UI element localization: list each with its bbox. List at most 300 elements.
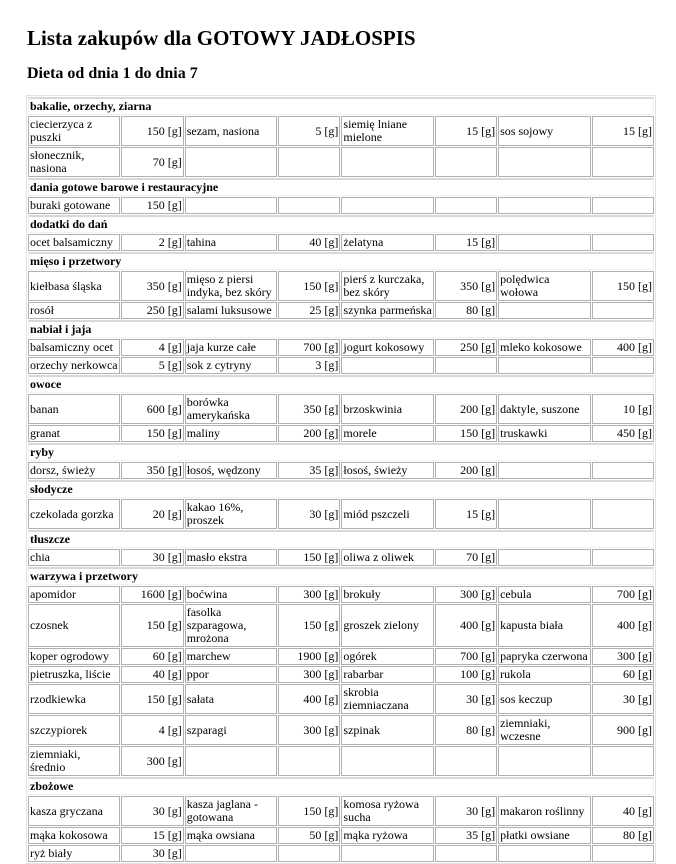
shopping-list-table — [26, 95, 656, 864]
item-quantity — [121, 715, 183, 745]
empty-cell — [341, 357, 433, 374]
quantity-unit: [g] — [167, 154, 182, 169]
quantity-value: 600 — [146, 401, 165, 416]
empty-cell — [278, 845, 340, 862]
item-name: groszek zielony — [341, 604, 433, 647]
item-name: słonecznik, nasiona — [28, 147, 120, 177]
empty-cell — [341, 197, 433, 214]
item-quantity — [121, 586, 183, 603]
item-name: rosół — [28, 302, 120, 319]
quantity-value: 20 — [152, 506, 165, 521]
item-name: skrobia ziemniaczana — [341, 684, 433, 714]
quantity-value: 30 — [466, 691, 479, 706]
quantity-value: 400 — [617, 618, 635, 632]
item-name: mąka owsiana — [185, 827, 277, 844]
item-name: sos keczup — [498, 684, 590, 714]
item-name: mięso z piersi indyka, bez skóry — [185, 271, 277, 301]
quantity-value: 250 — [146, 303, 165, 317]
empty-cell — [498, 549, 590, 566]
quantity-value: 30 — [152, 550, 165, 564]
item-quantity — [121, 648, 183, 665]
category-row — [28, 530, 654, 548]
quantity-unit: [g] — [481, 303, 496, 317]
item-quantity — [121, 394, 183, 424]
quantity-unit: [g] — [324, 401, 339, 416]
item-name: masło ekstra — [185, 549, 277, 566]
empty-cell — [592, 234, 654, 251]
quantity-unit: [g] — [481, 123, 496, 138]
category-name: mięso i przetwory — [28, 252, 654, 270]
item-name: borówka amerykańska — [185, 394, 277, 424]
item-name: maliny — [185, 425, 277, 442]
table-row — [28, 271, 654, 301]
table-row — [28, 715, 654, 745]
quantity-value: 70 — [466, 550, 479, 564]
item-quantity — [121, 604, 183, 647]
item-name: dorsz, świeży — [28, 462, 120, 479]
item-name: papryka czerwona — [498, 648, 590, 665]
quantity-unit: [g] — [167, 123, 182, 138]
table-row — [28, 666, 654, 683]
item-quantity — [435, 462, 497, 479]
item-quantity — [121, 357, 183, 374]
category-row — [28, 777, 654, 795]
quantity-value: 30 — [466, 803, 479, 818]
quantity-value: 700 — [460, 649, 479, 663]
quantity-unit: [g] — [167, 587, 182, 601]
item-name: szpinak — [341, 715, 433, 745]
item-quantity — [121, 339, 183, 356]
category-name: ryby — [28, 443, 654, 461]
quantity-unit: [g] — [481, 803, 496, 818]
item-quantity — [121, 499, 183, 529]
quantity-value: 10 — [623, 401, 635, 416]
quantity-value: 450 — [617, 426, 635, 440]
table-row — [28, 746, 654, 776]
quantity-unit: [g] — [638, 691, 652, 706]
table-row — [28, 684, 654, 714]
item-quantity — [278, 425, 340, 442]
quantity-value: 400 — [460, 618, 479, 632]
category-name: dodatki do dań — [28, 215, 654, 233]
quantity-value: 200 — [460, 401, 479, 416]
table-row — [28, 116, 654, 146]
quantity-unit: [g] — [167, 649, 182, 663]
quantity-value: 700 — [617, 587, 635, 601]
empty-cell — [435, 147, 497, 177]
item-name: rabarbar — [341, 666, 433, 683]
quantity-value: 4 — [158, 340, 165, 354]
quantity-value: 300 — [303, 667, 322, 681]
quantity-value: 350 — [303, 401, 322, 416]
category-name: dania gotowe barowe i restauracyjne — [28, 178, 654, 196]
empty-cell — [185, 147, 277, 177]
item-name: morele — [341, 425, 433, 442]
category-row — [28, 567, 654, 585]
item-name: żelatyna — [341, 234, 433, 251]
category-name: owoce — [28, 375, 654, 393]
category-row — [28, 252, 654, 270]
quantity-unit: [g] — [481, 426, 496, 440]
item-name: miód pszczeli — [341, 499, 433, 529]
item-quantity — [435, 394, 497, 424]
quantity-unit: [g] — [167, 278, 182, 293]
table-row — [28, 234, 654, 251]
table-row — [28, 357, 654, 374]
item-name: mleko kokosowe — [498, 339, 590, 356]
quantity-value: 15 — [152, 828, 165, 842]
table-row — [28, 147, 654, 177]
item-quantity — [121, 234, 183, 251]
quantity-value: 150 — [146, 198, 165, 212]
quantity-value: 100 — [460, 667, 479, 681]
quantity-unit: [g] — [481, 463, 496, 477]
quantity-value: 150 — [146, 691, 165, 706]
quantity-value: 400 — [303, 691, 322, 706]
item-quantity — [435, 604, 497, 647]
quantity-value: 300 — [617, 649, 635, 663]
item-name: szparagi — [185, 715, 277, 745]
quantity-unit: [g] — [324, 618, 339, 632]
item-quantity — [121, 549, 183, 566]
quantity-value: 350 — [146, 278, 165, 293]
quantity-value: 150 — [303, 618, 322, 632]
quantity-value: 350 — [460, 278, 479, 293]
quantity-value: 15 — [623, 123, 635, 138]
quantity-unit: [g] — [324, 463, 339, 477]
item-name: sok z cytryny — [185, 357, 277, 374]
quantity-value: 4 — [158, 722, 165, 737]
empty-cell — [341, 147, 433, 177]
quantity-value: 3 — [315, 358, 322, 372]
item-name: makaron roślinny — [498, 796, 590, 826]
item-quantity — [121, 845, 183, 862]
item-quantity — [592, 271, 654, 301]
quantity-unit: [g] — [481, 649, 496, 663]
quantity-value: 150 — [146, 426, 165, 440]
quantity-unit: [g] — [324, 550, 339, 564]
table-row — [28, 462, 654, 479]
item-name: orzechy nerkowca — [28, 357, 120, 374]
empty-cell — [278, 746, 340, 776]
quantity-unit: [g] — [481, 235, 496, 249]
item-name: salami luksusowe — [185, 302, 277, 319]
quantity-value: 50 — [309, 828, 322, 842]
table-row — [28, 796, 654, 826]
quantity-value: 150 — [146, 618, 165, 632]
category-name: nabiał i jaja — [28, 320, 654, 338]
quantity-unit: [g] — [638, 649, 652, 663]
quantity-unit: [g] — [167, 828, 182, 842]
quantity-unit: [g] — [167, 198, 182, 212]
item-quantity — [278, 394, 340, 424]
item-quantity — [121, 796, 183, 826]
quantity-value: 150 — [303, 278, 322, 293]
item-name: chia — [28, 549, 120, 566]
item-name: koper ogrodowy — [28, 648, 120, 665]
table-row — [28, 845, 654, 862]
quantity-value: 15 — [466, 123, 479, 138]
quantity-value: 60 — [623, 667, 635, 681]
empty-cell — [592, 147, 654, 177]
quantity-unit: [g] — [167, 235, 182, 249]
item-quantity — [592, 827, 654, 844]
empty-cell — [592, 357, 654, 374]
quantity-value: 350 — [146, 463, 165, 477]
table-row — [28, 499, 654, 529]
item-name: pierś z kurczaka, bez skóry — [341, 271, 433, 301]
table-row — [28, 339, 654, 356]
item-quantity — [278, 234, 340, 251]
quantity-value: 150 — [617, 278, 635, 293]
quantity-value: 200 — [303, 426, 322, 440]
quantity-unit: [g] — [324, 803, 339, 818]
item-quantity — [278, 715, 340, 745]
quantity-unit: [g] — [324, 828, 339, 842]
quantity-unit: [g] — [481, 401, 496, 416]
quantity-unit: [g] — [167, 506, 182, 521]
item-quantity — [121, 827, 183, 844]
item-name: sos sojowy — [498, 116, 590, 146]
item-name: tahina — [185, 234, 277, 251]
quantity-value: 1900 — [297, 649, 322, 663]
category-row — [28, 443, 654, 461]
quantity-value: 5 — [158, 358, 165, 372]
category-name: bakalie, orzechy, ziarna — [28, 97, 654, 115]
item-quantity — [278, 666, 340, 683]
empty-cell — [435, 746, 497, 776]
item-quantity — [592, 425, 654, 442]
item-name: ryż biały — [28, 845, 120, 862]
item-name: oliwa z oliwek — [341, 549, 433, 566]
quantity-unit: [g] — [167, 401, 182, 416]
item-quantity — [121, 302, 183, 319]
quantity-unit: [g] — [167, 691, 182, 706]
item-quantity — [435, 796, 497, 826]
empty-cell — [435, 357, 497, 374]
item-name: komosa ryżowa sucha — [341, 796, 433, 826]
quantity-value: 35 — [466, 828, 479, 842]
quantity-unit: [g] — [167, 618, 182, 632]
item-quantity — [435, 499, 497, 529]
item-quantity — [121, 462, 183, 479]
quantity-unit: [g] — [638, 667, 652, 681]
item-quantity — [278, 271, 340, 301]
quantity-unit: [g] — [638, 722, 652, 737]
item-quantity — [435, 116, 497, 146]
quantity-unit: [g] — [324, 340, 339, 354]
quantity-unit: [g] — [481, 278, 496, 293]
quantity-unit: [g] — [324, 123, 339, 138]
quantity-unit: [g] — [638, 618, 652, 632]
quantity-value: 15 — [466, 506, 479, 521]
item-name: apomidor — [28, 586, 120, 603]
quantity-unit: [g] — [167, 358, 182, 372]
category-name: warzywa i przetwory — [28, 567, 654, 585]
item-name: buraki gotowane — [28, 197, 120, 214]
quantity-value: 150 — [460, 426, 479, 440]
quantity-unit: [g] — [324, 426, 339, 440]
quantity-unit: [g] — [638, 828, 652, 842]
quantity-unit: [g] — [638, 426, 652, 440]
quantity-unit: [g] — [324, 587, 339, 601]
empty-cell — [278, 197, 340, 214]
quantity-unit: [g] — [481, 828, 496, 842]
quantity-value: 80 — [466, 303, 479, 317]
empty-cell — [498, 357, 590, 374]
empty-cell — [592, 746, 654, 776]
item-name: marchew — [185, 648, 277, 665]
item-quantity — [121, 684, 183, 714]
item-name: polędwica wołowa — [498, 271, 590, 301]
category-row — [28, 480, 654, 498]
item-quantity — [278, 499, 340, 529]
item-name: fasolka szparagowa, mrożona — [185, 604, 277, 647]
empty-cell — [498, 234, 590, 251]
item-name: jogurt kokosowy — [341, 339, 433, 356]
quantity-unit: [g] — [167, 722, 182, 737]
quantity-value: 5 — [315, 123, 322, 138]
item-quantity — [121, 746, 183, 776]
quantity-unit: [g] — [481, 618, 496, 632]
quantity-value: 150 — [146, 123, 165, 138]
table-row — [28, 827, 654, 844]
empty-cell — [498, 462, 590, 479]
category-row — [28, 97, 654, 115]
item-quantity — [435, 339, 497, 356]
page-subtitle: Dieta od dnia 1 do dnia 7 — [27, 65, 198, 82]
empty-cell — [435, 197, 497, 214]
quantity-unit: [g] — [167, 550, 182, 564]
table-row — [28, 549, 654, 566]
item-name: pietruszka, liście — [28, 666, 120, 683]
item-name: brzoskwinia — [341, 394, 433, 424]
quantity-value: 70 — [152, 154, 165, 169]
item-name: truskawki — [498, 425, 590, 442]
quantity-value: 15 — [466, 235, 479, 249]
item-quantity — [592, 684, 654, 714]
category-row — [28, 320, 654, 338]
item-name: brokuły — [341, 586, 433, 603]
quantity-value: 30 — [309, 506, 322, 521]
item-quantity — [592, 604, 654, 647]
item-name: rzodkiewka — [28, 684, 120, 714]
quantity-value: 30 — [152, 846, 165, 860]
item-quantity — [278, 116, 340, 146]
quantity-value: 150 — [303, 550, 322, 564]
item-quantity — [278, 339, 340, 356]
quantity-unit: [g] — [638, 401, 652, 416]
table-row — [28, 586, 654, 603]
item-quantity — [435, 425, 497, 442]
table-row — [28, 604, 654, 647]
item-name: mąka ryżowa — [341, 827, 433, 844]
empty-cell — [278, 147, 340, 177]
quantity-unit: [g] — [324, 649, 339, 663]
item-quantity — [435, 827, 497, 844]
quantity-unit: [g] — [324, 303, 339, 317]
quantity-value: 40 — [309, 235, 322, 249]
item-quantity — [592, 116, 654, 146]
quantity-unit: [g] — [324, 235, 339, 249]
item-quantity — [592, 586, 654, 603]
item-quantity — [278, 827, 340, 844]
item-name: ppor — [185, 666, 277, 683]
quantity-value: 30 — [623, 691, 635, 706]
quantity-unit: [g] — [481, 722, 496, 737]
item-quantity — [592, 394, 654, 424]
item-quantity — [435, 684, 497, 714]
item-quantity — [278, 302, 340, 319]
empty-cell — [498, 147, 590, 177]
quantity-unit: [g] — [638, 278, 652, 293]
item-quantity — [592, 648, 654, 665]
quantity-unit: [g] — [167, 753, 182, 768]
empty-cell — [435, 845, 497, 862]
item-quantity — [121, 271, 183, 301]
quantity-unit: [g] — [481, 506, 496, 521]
item-name: łosoś, wędzony — [185, 462, 277, 479]
quantity-unit: [g] — [481, 587, 496, 601]
quantity-unit: [g] — [167, 340, 182, 354]
quantity-unit: [g] — [638, 587, 652, 601]
quantity-unit: [g] — [481, 691, 496, 706]
quantity-value: 30 — [152, 803, 165, 818]
empty-cell — [592, 462, 654, 479]
category-name: zbożowe — [28, 777, 654, 795]
empty-cell — [341, 845, 433, 862]
empty-cell — [592, 549, 654, 566]
item-name: ogórek — [341, 648, 433, 665]
page-title: Lista zakupów dla GOTOWY JADŁOSPIS — [27, 26, 416, 50]
item-name: kapusta biała — [498, 604, 590, 647]
item-name: ciecierzyca z puszki — [28, 116, 120, 146]
quantity-value: 1600 — [140, 587, 165, 601]
item-quantity — [278, 684, 340, 714]
item-name: mąka kokosowa — [28, 827, 120, 844]
quantity-value: 300 — [460, 587, 479, 601]
item-quantity — [278, 357, 340, 374]
quantity-value: 150 — [303, 803, 322, 818]
quantity-value: 700 — [303, 340, 322, 354]
item-name: siemię lniane mielone — [341, 116, 433, 146]
empty-cell — [498, 302, 590, 319]
item-name: sezam, nasiona — [185, 116, 277, 146]
item-quantity — [592, 339, 654, 356]
empty-cell — [592, 845, 654, 862]
item-quantity — [435, 648, 497, 665]
item-name: rukola — [498, 666, 590, 683]
category-name: tłuszcze — [28, 530, 654, 548]
quantity-unit: [g] — [638, 340, 652, 354]
quantity-value: 80 — [623, 828, 635, 842]
quantity-unit: [g] — [324, 667, 339, 681]
item-name: płatki owsiane — [498, 827, 590, 844]
quantity-value: 80 — [466, 722, 479, 737]
item-name: banan — [28, 394, 120, 424]
item-quantity — [278, 648, 340, 665]
item-quantity — [435, 302, 497, 319]
item-quantity — [278, 586, 340, 603]
item-name: szynka parmeńska — [341, 302, 433, 319]
quantity-value: 300 — [303, 722, 322, 737]
item-quantity — [121, 147, 183, 177]
table-row — [28, 648, 654, 665]
quantity-value: 200 — [460, 463, 479, 477]
item-name: łosoś, świeży — [341, 462, 433, 479]
quantity-unit: [g] — [167, 803, 182, 818]
item-name: daktyle, suszone — [498, 394, 590, 424]
